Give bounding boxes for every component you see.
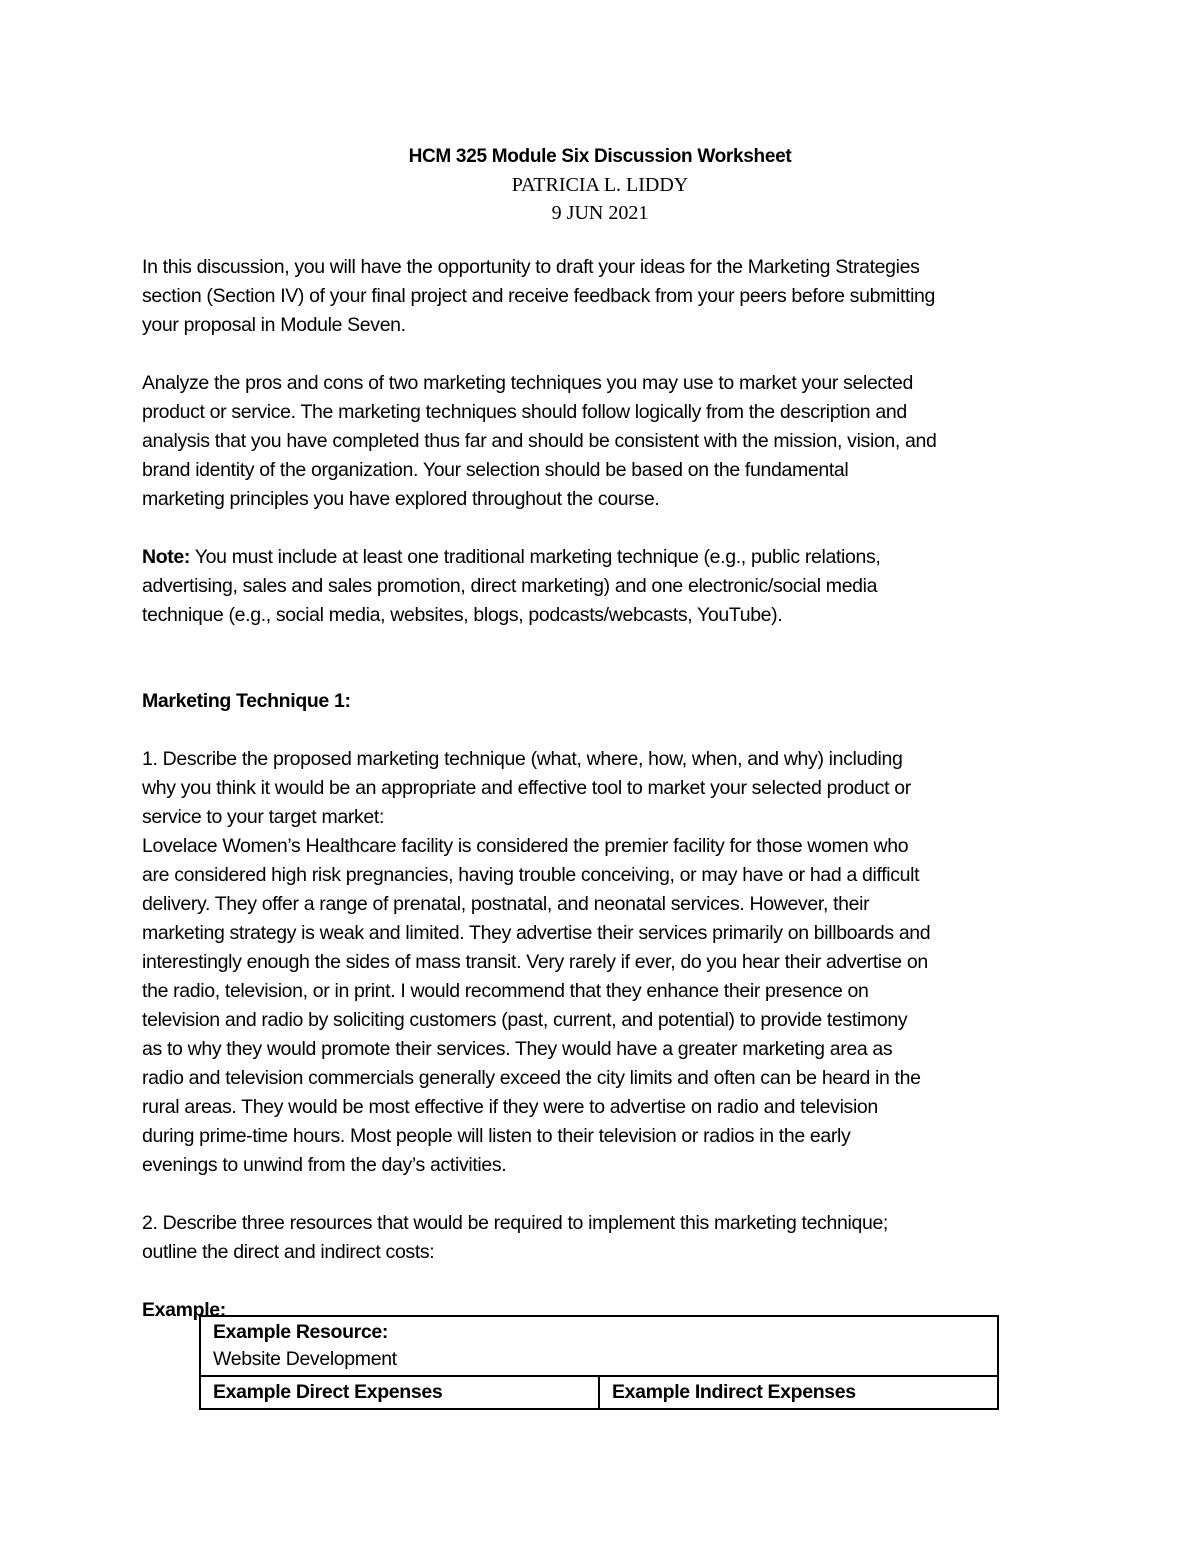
analyze-paragraph: [142, 369, 1072, 514]
text-line: technique (e.g., social media, websites, blogs, podcasts/webcasts, YouTube).: [142, 604, 783, 626]
text-line: outline the direct and indirect costs:: [142, 1241, 435, 1263]
text-line: radio and television commercials generally exceed the city limits and often can be heard in the: [142, 1067, 921, 1089]
text-line: Lovelace Women’s Healthcare facility is considered the premier facility for those women who: [142, 835, 909, 857]
example-label: Example:: [142, 1299, 226, 1321]
table-row: [200, 1316, 998, 1376]
text-line: rural areas. They would be most effective if they were to advertise on radio and television: [142, 1096, 878, 1118]
document-body: [142, 253, 1072, 1325]
text-line: evenings to unwind from the day’s activities.: [142, 1154, 507, 1176]
text-line: service to your target market:: [142, 806, 385, 828]
text-line: are considered high risk pregnancies, having trouble conceiving, or may have or had a difficult: [142, 864, 920, 886]
direct-expenses-header: Example Direct Expenses: [200, 1376, 599, 1409]
technique-heading: Marketing Technique 1:: [142, 690, 351, 712]
note-label: Note:: [142, 546, 191, 568]
example-table: [199, 1315, 999, 1410]
answer-1: [142, 832, 1072, 1180]
text-line: the radio, television, or in print. I would recommend that they enhance their presence on: [142, 980, 869, 1002]
document-date: 9 JUN 2021: [551, 202, 649, 224]
text-line: marketing principles you have explored throughout the course.: [142, 488, 660, 510]
intro-paragraph: [142, 253, 1072, 340]
text-line: Analyze the pros and cons of two marketing techniques you may use to market your selected: [142, 372, 913, 394]
document-title: HCM 325 Module Six Discussion Worksheet: [408, 146, 792, 167]
text-line: brand identity of the organization. Your selection should be based on the fundamental: [142, 459, 849, 481]
text-line: advertising, sales and sales promotion, direct marketing) and one electronic/social media: [142, 575, 878, 597]
text-line: delivery. They offer a range of prenatal, postnatal, and neonatal services. However, their: [142, 893, 870, 915]
text-line: interestingly enough the sides of mass transit. Very rarely if ever, do you hear their advertise on: [142, 951, 928, 973]
text-line: television and radio by soliciting customers (past, current, and potential) to provide testimony: [142, 1009, 908, 1031]
text-line: 2. Describe three resources that would be required to implement this marketing technique;: [142, 1212, 889, 1234]
text-line: marketing strategy is weak and limited. They advertise their services primarily on billboards and: [142, 922, 931, 944]
text-line: during prime-time hours. Most people will listen to their television or radios in the early: [142, 1125, 851, 1147]
note-paragraph: [142, 543, 1072, 630]
author-name: PATRICIA L. LIDDY: [511, 174, 689, 196]
document-header: [0, 142, 1200, 227]
text-line: 1. Describe the proposed marketing technique (what, where, how, when, and why) including: [142, 748, 903, 770]
resource-cell: [200, 1316, 998, 1376]
text-line: as to why they would promote their services. They would have a greater marketing area as: [142, 1038, 893, 1060]
text-line: In this discussion, you will have the opportunity to draft your ideas for the Marketing Strategies: [142, 256, 920, 278]
text-line: your proposal in Module Seven.: [142, 314, 406, 336]
text-line: analysis that you have completed thus far and should be consistent with the mission, vision, and: [142, 430, 937, 452]
question-2: [142, 1209, 1072, 1267]
note-text: You must include at least one traditional marketing technique (e.g., public relations,: [190, 546, 881, 568]
resource-label: Example Resource:: [213, 1321, 389, 1343]
indirect-expenses-header: Example Indirect Expenses: [599, 1376, 998, 1409]
question-1: [142, 745, 1072, 832]
resource-value: Website Development: [213, 1348, 397, 1370]
table-row: [200, 1376, 998, 1409]
text-line: [142, 543, 1072, 572]
text-line: why you think it would be an appropriate and effective tool to market your selected product or: [142, 777, 911, 799]
text-line: section (Section IV) of your final project and receive feedback from your peers before submitting: [142, 285, 936, 307]
text-line: product or service. The marketing techniques should follow logically from the description and: [142, 401, 907, 423]
